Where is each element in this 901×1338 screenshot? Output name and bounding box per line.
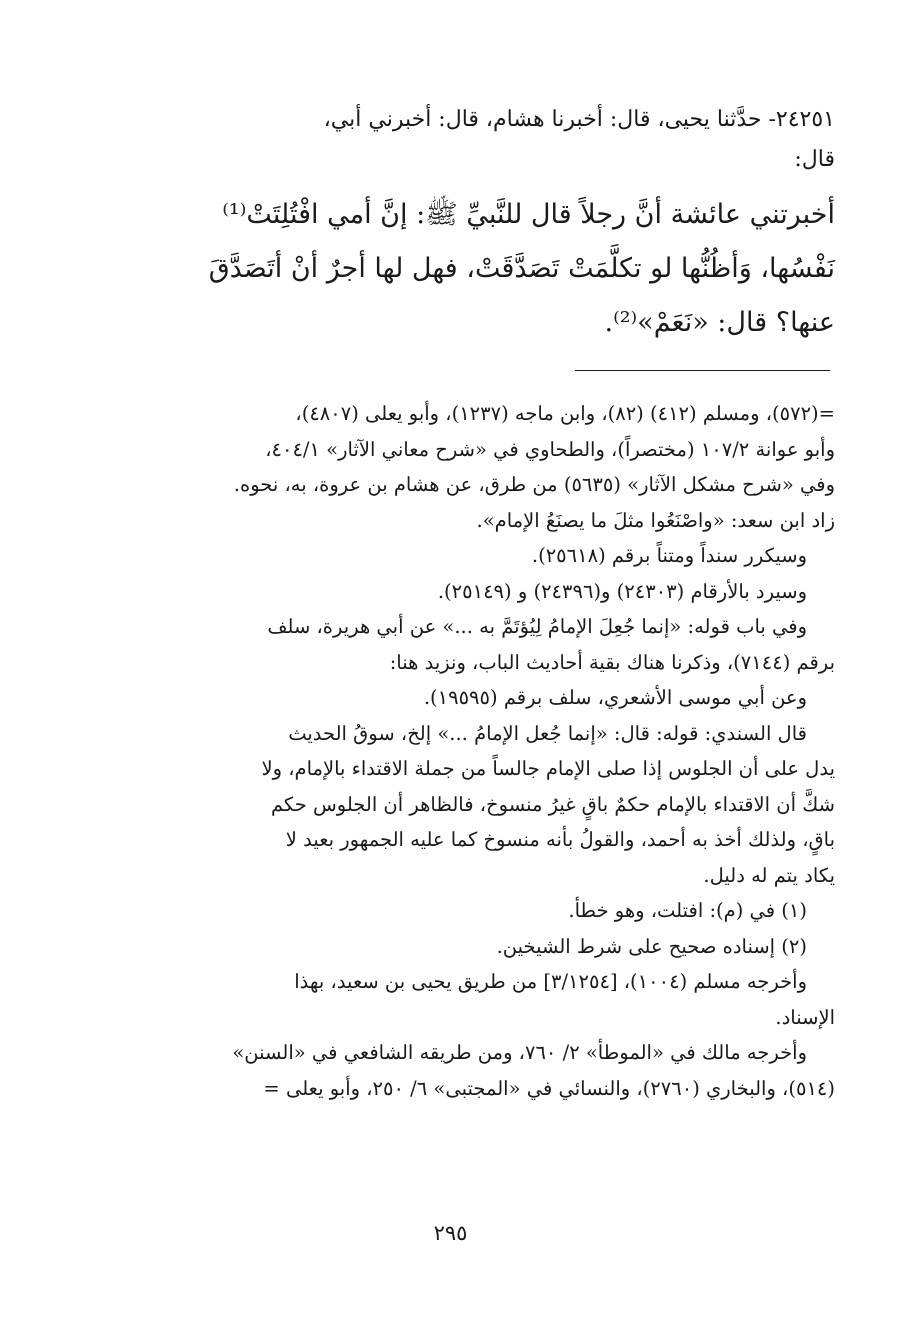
footnote-line: =(٥٧٢)، ومسلم (٤١٢) (٨٢)، وابن ماجه (١٢٣٧)، وأبو يعلى (٤٨٠٧)،	[295, 402, 835, 425]
footnote-line: قال السندي: قوله: قال: «إنما جُعل الإمامُ ...» إلخ، سوقُ الحديث	[288, 721, 807, 745]
hadith-text	[120, 188, 835, 350]
matn-line-3: عنها؟ قال: «نَعَمْ»⁽²⁾.	[604, 307, 835, 338]
footnote-line: شكَّ أن الاقتداء بالإمام حكمٌ باقٍ غيرُ منسوخ، فالظاهر أن الجلوس حكم	[270, 792, 835, 816]
footnote-separator	[575, 370, 830, 371]
footnote-line: وسيكرر سنداً ومتناً برقم (٢٥٦١٨).	[531, 544, 807, 567]
footnote-line: وأخرجه مالك في «الموطأ» ٢/ ٧٦٠، ومن طريقه الشافعي في «السنن»	[232, 1041, 807, 1064]
footnote-line: برقم (٧١٤٤)، وذكرنا هناك بقية أحاديث الباب، ونزيد هنا:	[389, 650, 835, 674]
footnote-1: (١) في (م): افتلت، وهو خطأ.	[568, 899, 807, 922]
page-number: ٢٩٥	[433, 1221, 468, 1245]
footnotes	[120, 396, 835, 1106]
footnote-line: وأخرجه مسلم (١٠٠٤)، [٣/١٢٥٤] من طريق يحيى بن سعيد، بهذا	[294, 970, 807, 993]
footnote-line: باقٍ، ولذلك أخذ به أحمد، والقولُ بأنه منسوخ كما عليه الجمهور بعيد لا	[285, 828, 835, 851]
footnote-line: زاد ابن سعد: «واصْنَعُوا مثلَ ما يصنَعُ الإمام».	[476, 508, 835, 532]
matn-line-2: نَفْسُها، وَأظُنُّها لو تكلَّمَتْ تَصَدَّقَتْ، فهل لها أجرٌ أنْ أتَصَدَّقَ	[208, 253, 835, 284]
footnote-line: (٥١٤)، والبخاري (٢٧٦٠)، والنسائي في «المجتبى» ٦/ ٢٥٠، وأبو يعلى =	[263, 1076, 835, 1100]
header-line-2: قال:	[794, 147, 835, 172]
hadith-header	[120, 100, 835, 180]
matn-line-1: أخبرتني عائشة أنَّ رجلاً قال للنَّبيِّ ﷺ: إنَّ أمي افْتُلِتَتْ⁽¹⁾	[222, 199, 835, 230]
footnote-line: يدل على أن الجلوس إذا صلى الإمام جالساً من جملة الاقتداء بالإمام، ولا	[261, 757, 835, 780]
footnote-line: وفي «شرح مشكل الآثار» (٥٦٣٥) من طرق، عن هشام بن عروة، به، نحوه.	[233, 473, 835, 496]
footnote-line: وسيرد بالأرقام (٢٤٣٠٣) و(٢٤٣٩٦) و (٢٥١٤٩).	[437, 579, 807, 603]
footnote-line: وفي باب قوله: «إنما جُعِلَ الإمامُ لِيُؤتَمَّ به ...» عن أبي هريرة، سلف	[267, 615, 807, 638]
footnote-line: الإسناد.	[775, 1005, 835, 1029]
footnote-line: يكاد يتم له دليل.	[703, 863, 835, 887]
footnote-line: وعن أبي موسى الأشعري، سلف برقم (١٩٥٩٥).	[423, 686, 807, 709]
footnote-2: (٢) إسناده صحيح على شرط الشيخين.	[496, 934, 807, 958]
footnote-line: وأبو عوانة ١٠٧/٢ (مختصراً)، والطحاوي في «شرح معاني الآثار» ٤٠٤/١،	[265, 437, 835, 461]
header-line-1: ٢٤٢٥١- حدَّثنا يحيى، قال: أخبرنا هشام، قال: أخبرني أبي،	[323, 107, 835, 132]
